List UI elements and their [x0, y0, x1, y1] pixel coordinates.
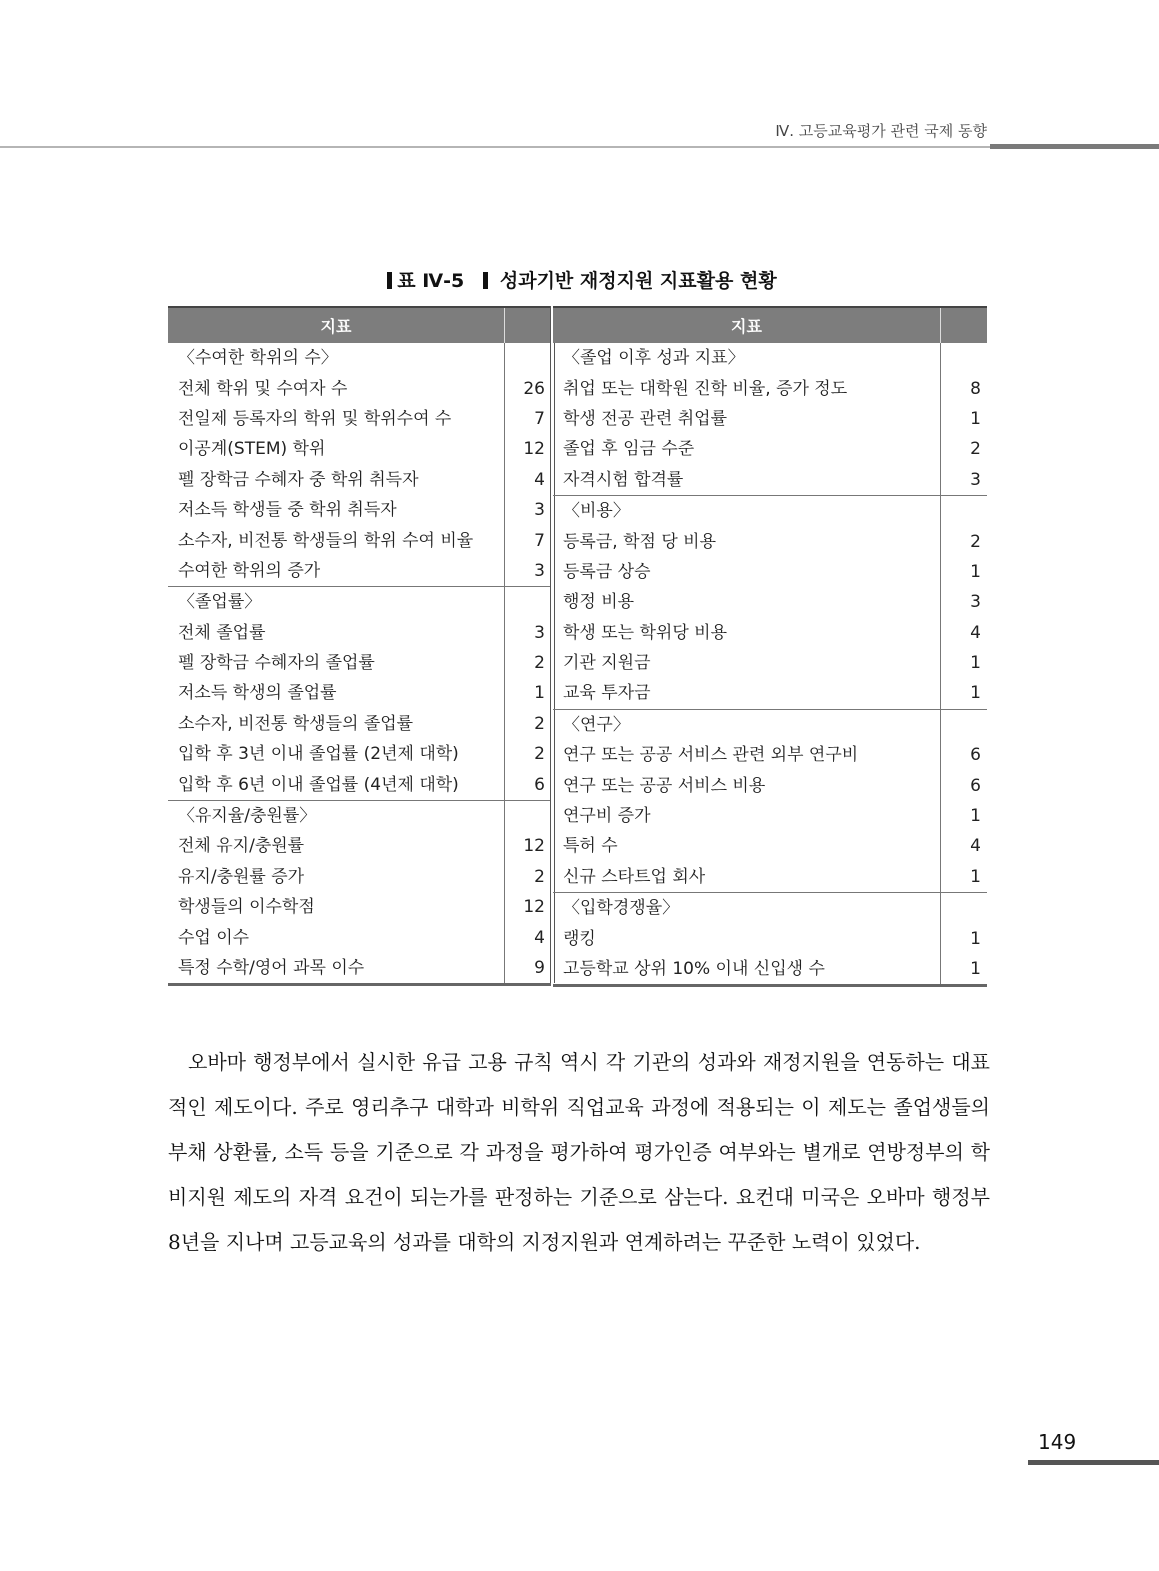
table-group-header-row	[553, 893, 987, 924]
indicator-label: 고등학교 상위 10% 이내 신입생 수	[553, 954, 941, 986]
indicator-label: 소수자, 비전통 학생들의 졸업률	[178, 713, 414, 734]
indicator-label: 수여한 학위의 증가	[178, 560, 321, 581]
indicator-count: 12	[505, 892, 552, 922]
indicator-count: 1	[941, 954, 988, 986]
indicator-label: 전체 유지/충원률	[178, 836, 305, 857]
indicator-count: 1	[941, 862, 988, 893]
indicator-count: 1	[941, 648, 988, 678]
table-row	[168, 739, 551, 769]
table-row	[553, 954, 987, 986]
indicator-count: 8	[941, 373, 988, 403]
table-title	[0, 266, 1159, 293]
table-group-header-row	[553, 709, 987, 740]
table-row	[168, 678, 551, 708]
table-row	[553, 587, 987, 617]
table-row	[168, 922, 551, 952]
column-separator	[550, 306, 551, 983]
table-group-header-row	[553, 495, 987, 526]
indicator-count	[941, 343, 988, 373]
table-row	[168, 892, 551, 922]
table-row	[168, 831, 551, 861]
indicator-count: 1	[941, 678, 988, 709]
indicator-count	[505, 343, 552, 373]
page-number: 149	[1038, 1430, 1077, 1454]
table-row	[553, 801, 987, 831]
indicator-count: 2	[505, 739, 552, 769]
group-label: 〈유지율/충원률〉	[168, 800, 505, 831]
table-row	[168, 618, 551, 648]
table-row	[168, 465, 551, 495]
indicator-count	[941, 495, 988, 526]
table-group-header-row	[168, 800, 551, 831]
indicator-count: 1	[941, 557, 988, 587]
indicator-label: 연구비 증가	[563, 806, 651, 827]
indicator-count: 4	[505, 922, 552, 952]
indicator-label: 입학 후 6년 이내 졸업률 (4년제 대학)	[178, 774, 459, 795]
indicator-count: 9	[505, 953, 552, 985]
indicator-count: 3	[941, 587, 988, 617]
indicator-label: 전일제 등록자의 학위 및 학위수여 수	[178, 408, 452, 429]
table-row	[168, 556, 551, 587]
indicator-count: 4	[505, 465, 552, 495]
indicator-label: 기관 지원금	[563, 653, 651, 674]
footer-rule	[1028, 1460, 1159, 1465]
table-left-body	[168, 343, 551, 985]
indicator-count: 3	[505, 556, 552, 587]
column-header-indicator-left: 지표	[168, 307, 505, 343]
group-label: 〈수여한 학위의 수〉	[178, 348, 338, 369]
indicator-count: 4	[941, 618, 988, 648]
indicator-count: 6	[505, 769, 552, 800]
indicator-label: 특정 수학/영어 과목 이수	[168, 953, 505, 985]
title-bar-left	[387, 272, 392, 289]
column-header-indicator-right: 지표	[553, 307, 941, 343]
indicator-count: 1	[941, 801, 988, 831]
indicator-count	[505, 800, 552, 831]
table-group-header-row	[168, 587, 551, 618]
group-label: 〈연구〉	[553, 709, 941, 740]
indicator-label: 저소득 학생들 중 학위 취득자	[178, 500, 397, 521]
indicator-count: 6	[941, 770, 988, 800]
table-row	[553, 373, 987, 403]
indicator-count: 3	[505, 495, 552, 525]
table-row	[168, 953, 551, 985]
table-row	[553, 770, 987, 800]
indicator-label: 취업 또는 대학원 진학 비율, 증가 정도	[563, 378, 848, 399]
indicator-count: 7	[505, 525, 552, 555]
indicator-label: 랭킹	[563, 928, 596, 949]
indicator-count: 7	[505, 404, 552, 434]
indicator-label: 소수자, 비전통 학생들의 학위 수여 비율	[178, 530, 474, 551]
table-left-half	[168, 306, 551, 986]
table-row	[168, 404, 551, 434]
table-row	[168, 495, 551, 525]
indicator-label: 특허 수	[563, 836, 618, 857]
table-row	[168, 434, 551, 464]
header-rule	[0, 146, 990, 148]
indicator-count: 12	[505, 831, 552, 861]
indicator-label: 이공계(STEM) 학위	[178, 439, 326, 460]
table-row	[553, 740, 987, 770]
table-row	[553, 862, 987, 893]
indicator-label: 유지/충원률 증가	[178, 866, 305, 887]
group-label: 〈졸업 이후 성과 지표〉	[563, 348, 745, 369]
indicator-count: 4	[941, 831, 988, 861]
body-paragraph: 오바마 행정부에서 실시한 유급 고용 규칙 역시 각 기관의 성과와 재정지원을 연동하는 대표적인 제도이다. 주로 영리추구 대학과 비학위 직업교육 과정에 적용되는 이 제도는 졸업생들의 부채 상환률, 소득 등을 기준으로 각 과정을 평가하여 평가인증 여부와는 별개로 연방정부의 학비지원 제도의 자격 요건이 되는가를 판정하는 기준으로 삼는다. 요컨대 미국은 오바마 행정부 8년을 지나며 고등교육의 성과를 대학의 지정지원과 연계하려는 꾸준한 노력이 있었다.	[168, 1050, 990, 1254]
table-right-body	[553, 343, 987, 986]
table-group-header-row	[553, 343, 987, 373]
indicator-label: 수업 이수	[178, 927, 250, 948]
indicator-count: 6	[941, 740, 988, 770]
table-row	[168, 709, 551, 739]
indicator-label: 연구 또는 공공 서비스 비용	[563, 775, 766, 796]
header-rule-accent	[990, 144, 1159, 149]
indicator-count	[941, 709, 988, 740]
indicator-label: 자격시험 합격률	[563, 469, 684, 490]
indicator-count: 2	[505, 648, 552, 678]
table-row	[553, 465, 987, 496]
indicator-count: 3	[941, 465, 988, 496]
table-row	[168, 525, 551, 555]
indicator-count: 3	[505, 618, 552, 648]
indicator-label: 행정 비용	[563, 592, 635, 613]
table-label: 표 Ⅳ-5	[397, 270, 465, 292]
indicator-count: 1	[941, 923, 988, 953]
running-header: Ⅳ. 고등교육평가 관련 국제 동향	[775, 122, 987, 140]
indicator-label: 전체 졸업률	[178, 622, 266, 643]
table-row	[168, 373, 551, 403]
indicator-label: 학생 전공 관련 취업률	[563, 408, 728, 429]
indicator-label: 학생 또는 학위당 비용	[563, 622, 728, 643]
table-row	[553, 526, 987, 556]
table-row	[553, 434, 987, 464]
indicator-label: 학생들의 이수학점	[178, 897, 315, 918]
indicator-count: 26	[505, 373, 552, 403]
indicator-label: 교육 투자금	[563, 683, 651, 704]
table-title-text: 성과기반 재정지원 지표활용 현황	[499, 270, 777, 292]
group-label: 〈입학경쟁율〉	[553, 893, 941, 924]
indicator-label: 등록금, 학점 당 비용	[563, 531, 716, 552]
indicator-label: 졸업 후 임금 수준	[563, 439, 695, 460]
group-label: 〈졸업률〉	[168, 587, 505, 618]
table-right-half	[553, 306, 987, 987]
table-row	[553, 678, 987, 709]
table-group-header-row	[168, 343, 551, 373]
column-header-count-right	[941, 307, 988, 343]
indicator-count: 2	[505, 862, 552, 892]
table-row	[168, 648, 551, 678]
group-label: 〈비용〉	[553, 495, 941, 526]
table-row	[168, 769, 551, 800]
indicator-label: 입학 후 3년 이내 졸업률 (2년제 대학)	[178, 744, 459, 765]
indicator-label: 전체 학위 및 수여자 수	[178, 378, 348, 399]
title-bar-right	[483, 272, 488, 289]
indicator-label: 등록금 상승	[563, 561, 651, 582]
indicator-count	[941, 893, 988, 924]
table-row	[553, 831, 987, 861]
indicator-label: 신규 스타트업 회사	[563, 866, 706, 887]
table-row	[553, 648, 987, 678]
column-header-count-left	[505, 307, 552, 343]
indicator-count: 2	[941, 434, 988, 464]
table-row	[168, 862, 551, 892]
indicator-count	[505, 587, 552, 618]
table-row	[553, 404, 987, 434]
indicator-label: 연구 또는 공공 서비스 관련 외부 연구비	[563, 745, 859, 766]
indicator-count: 2	[505, 709, 552, 739]
indicator-label: 펠 장학금 수혜자의 졸업률	[178, 653, 375, 674]
indicator-count: 2	[941, 526, 988, 556]
indicator-count: 1	[505, 678, 552, 708]
table-row	[553, 618, 987, 648]
indicator-label: 펠 장학금 수혜자 중 학위 취득자	[178, 469, 419, 490]
table-row	[553, 923, 987, 953]
indicator-count: 12	[505, 434, 552, 464]
indicator-label: 저소득 학생의 졸업률	[178, 683, 337, 704]
indicator-count: 1	[941, 404, 988, 434]
table-row	[553, 557, 987, 587]
